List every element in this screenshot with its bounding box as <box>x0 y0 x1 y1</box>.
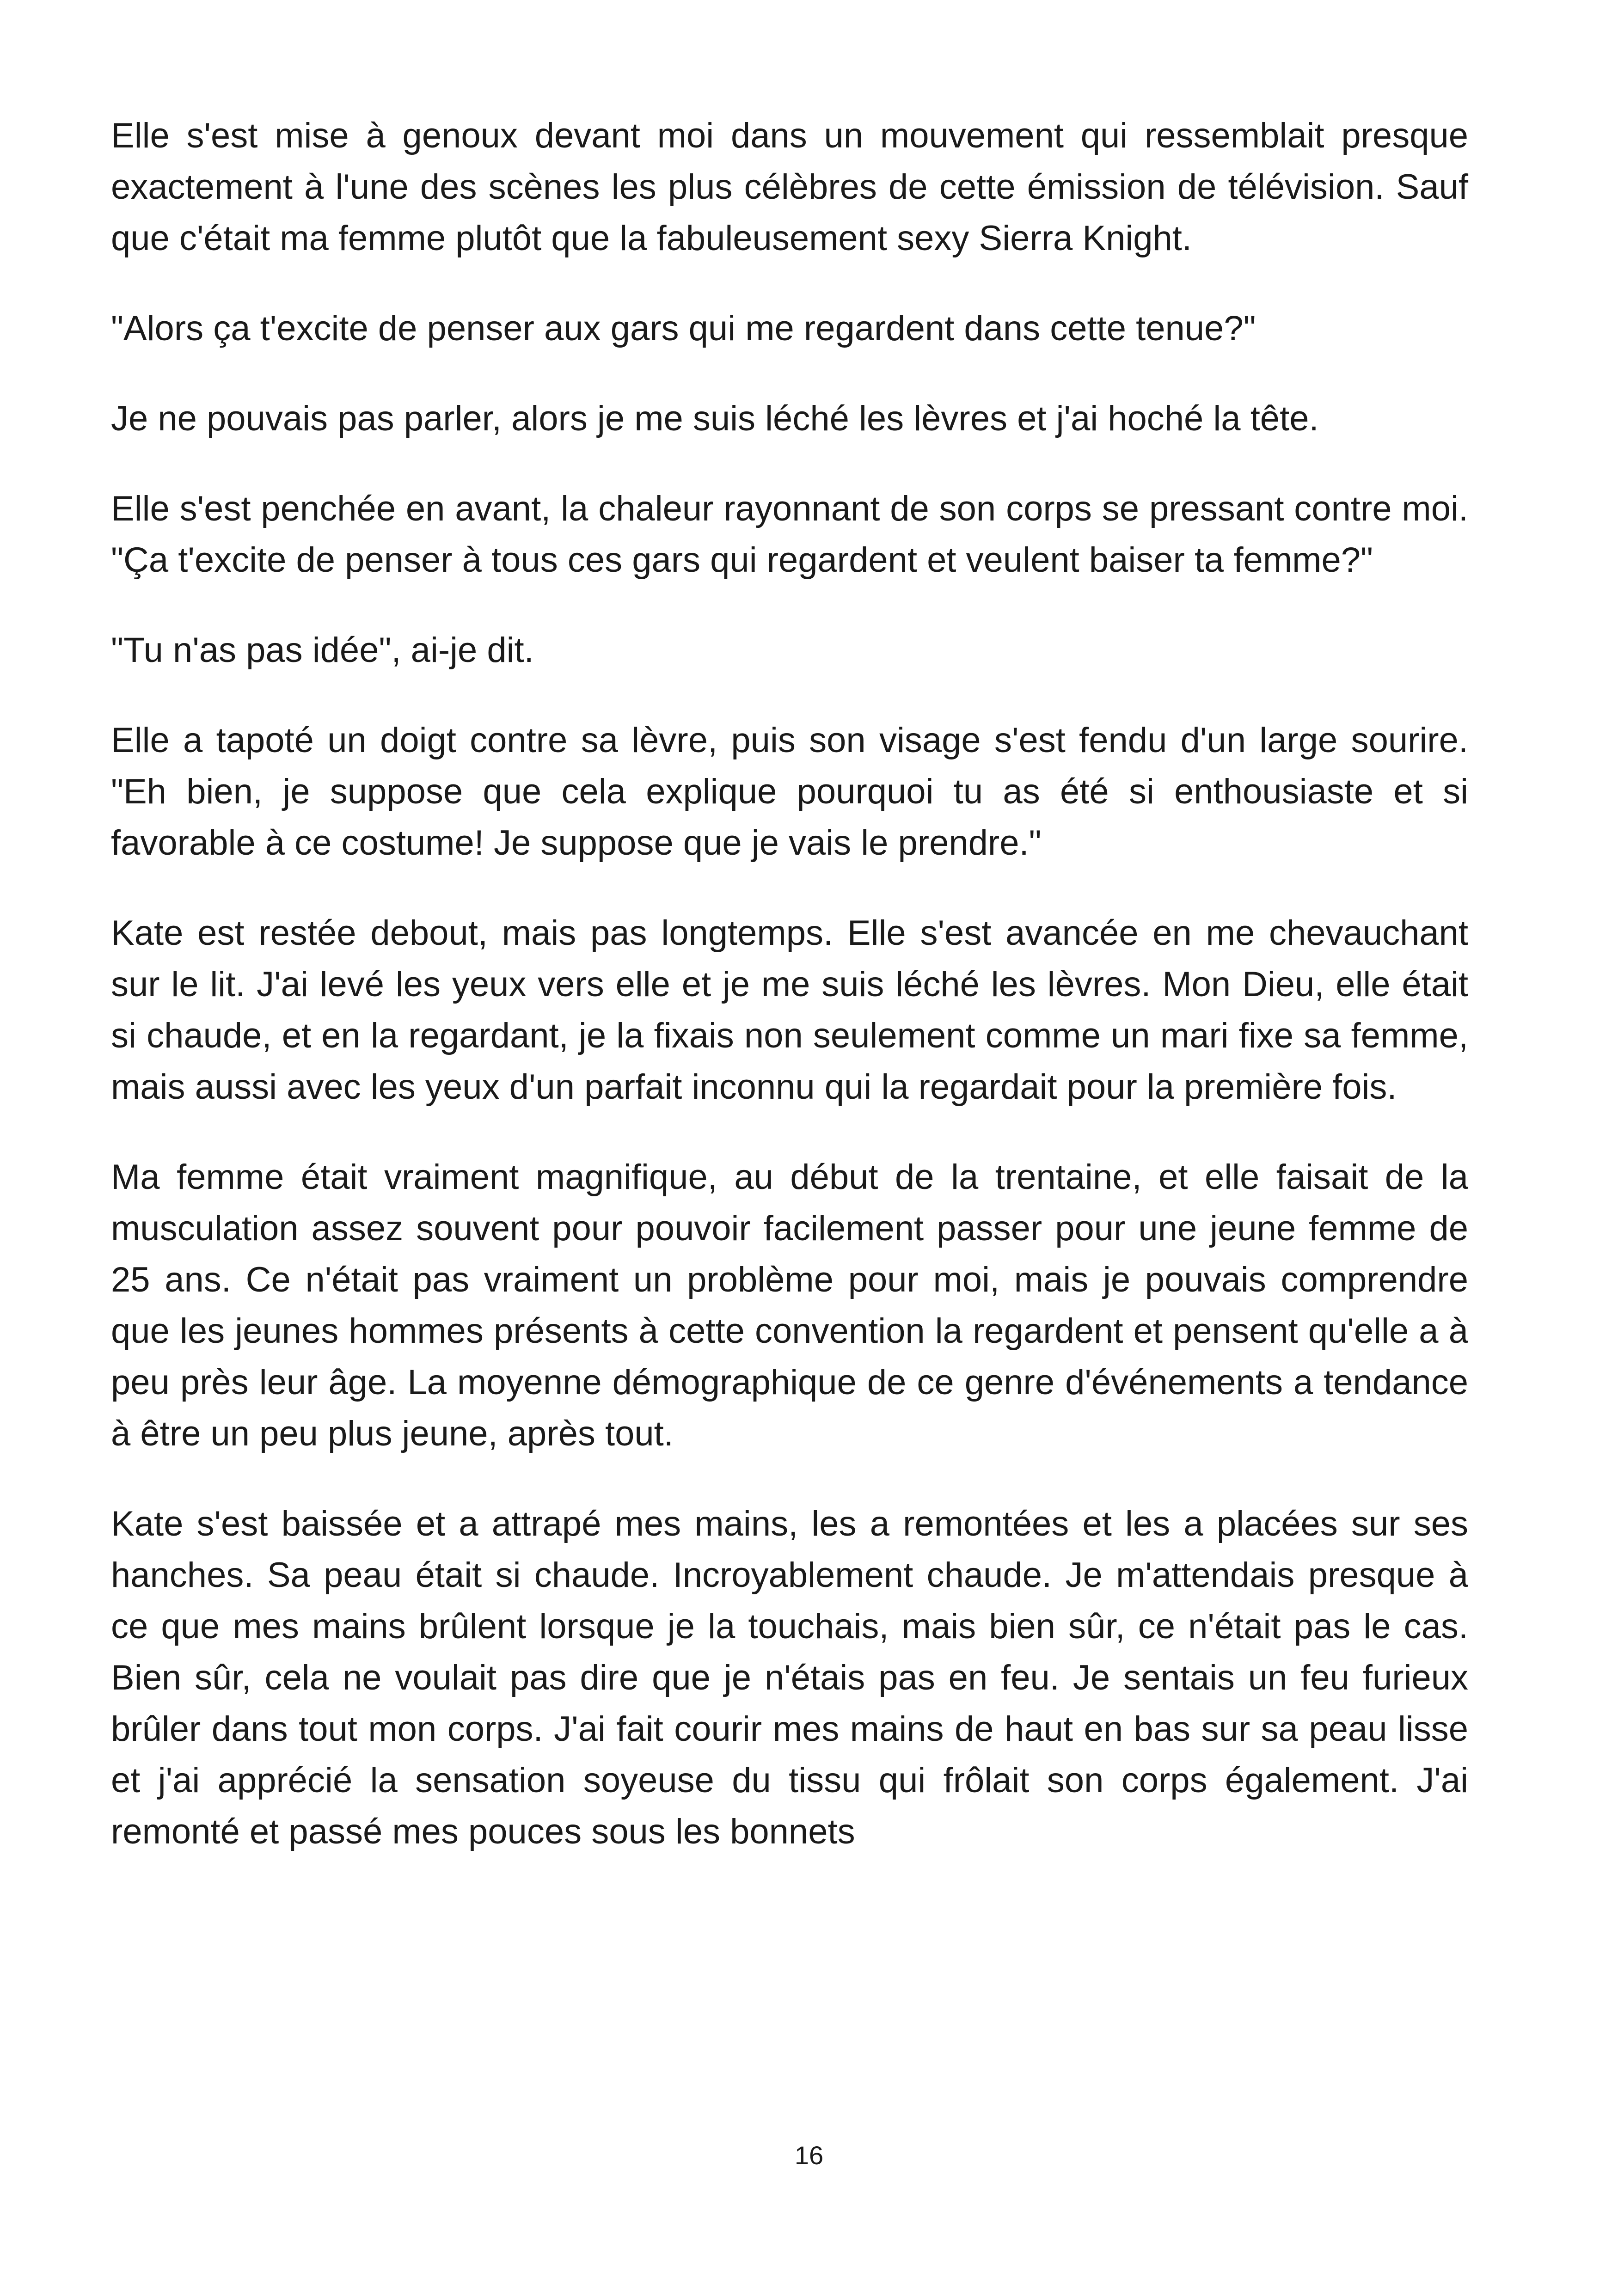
paragraph: Ma femme était vraiment magnifique, au début de la trentaine, et elle faisait de la musculation assez souvent pour pouvoir facilement passer pour une jeune femme de 25 ans. Ce n'était pas vraiment un problème pour moi, mais je pouvais comprendre que les jeunes hommes présents à cette convention la regardent et pensent qu'elle a à peu près leur âge. La moyenne démographique de ce genre d'événements a tendance à être un peu plus jeune, après tout. <box>111 1157 1468 1453</box>
paragraph: Elle a tapoté un doigt contre sa lèvre, puis son visage s'est fendu d'un large sourire. "Eh bien, je suppose que cela explique pourquoi tu as été si enthousiaste et si favorable à ce costume! Je suppose que je vais le prendre." <box>111 721 1468 863</box>
page-number: 16 <box>794 2141 824 2170</box>
paragraph: "Tu n'as pas idée", ai-je dit. <box>111 631 534 670</box>
paragraph: Kate est restée debout, mais pas longtemps. Elle s'est avancée en me chevauchant sur le lit. J'ai levé les yeux vers elle et je me suis léché les lèvres. Mon Dieu, elle était si chaude, et en la regardant, je la fixais non seulement comme un mari fixe sa femme, mais aussi avec les yeux d'un parfait inconnu qui la regardait pour la première fois. <box>111 913 1468 1107</box>
paragraph: "Alors ça t'excite de penser aux gars qui me regardent dans cette tenue?" <box>111 309 1256 348</box>
paragraph: Elle s'est mise à genoux devant moi dans un mouvement qui ressemblait presque exactement à l'une des scènes les plus célèbres de cette émission de télévision. Sauf que c'était ma femme plutôt que la fabuleusement sexy Sierra Knight. <box>111 116 1468 258</box>
paragraph: Kate s'est baissée et a attrapé mes mains, les a remontées et les a placées sur ses hanches. Sa peau était si chaude. Incroyablement chaude. Je m'attendais presque à ce que mes mains brûlent lorsque je la touchais, mais bien sûr, ce n'était pas le cas. Bien sûr, cela ne voulait pas dire que je n'étais pas en feu. Je sentais un feu furieux brûler dans tout mon corps. J'ai fait courir mes mains de haut en bas sur sa peau lisse et j'ai apprécié la sensation soyeuse du tissu qui frôlait son corps également. J'ai remonté et passé mes pouces sous les bonnets <box>111 1504 1468 1851</box>
paragraph: Je ne pouvais pas parler, alors je me suis léché les lèvres et j'ai hoché la tête. <box>111 399 1319 438</box>
paragraph: Elle s'est penchée en avant, la chaleur rayonnant de son corps se pressant contre moi. "Ça t'excite de penser à tous ces gars qui regardent et veulent baiser ta femme?" <box>111 489 1468 580</box>
body-text <box>111 110 1468 1857</box>
